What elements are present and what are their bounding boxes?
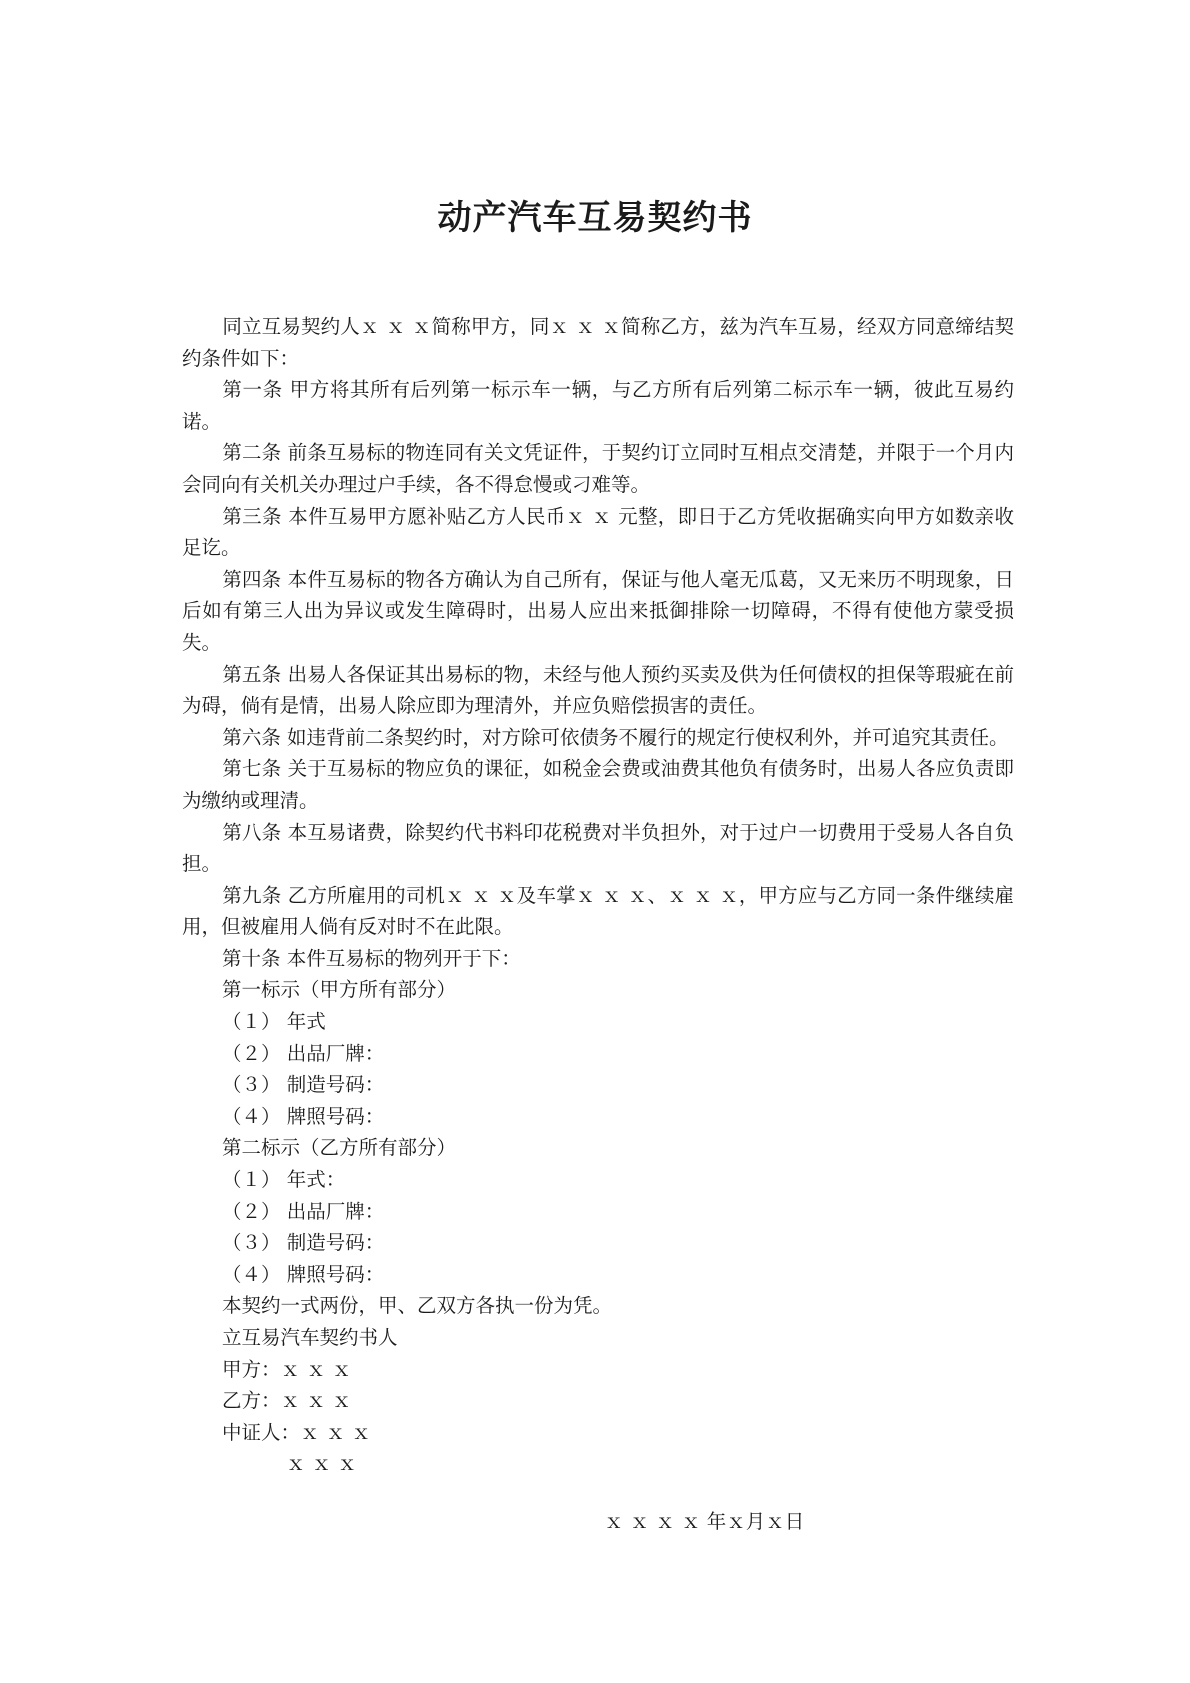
item-list-2-entry: （２） 出品厂牌： <box>222 1199 385 1223</box>
article-2: 第二条 前条互易标的物连同有关文凭证件，于契约订立同时互相点交清楚，并限于一个月内会同向有关机关办理过户手续，各不得怠慢或刁难等。 <box>182 441 1014 496</box>
article-10: 第十条 本件互易标的物列开于下： <box>222 946 521 970</box>
intro-paragraph: 同立互易契约人ｘ ｘ ｘ简称甲方，同ｘ ｘ ｘ简称乙方，兹为汽车互易，经双方同意缔结契约条件如下： <box>182 315 1014 370</box>
item-list-2-entry: （３） 制造号码： <box>222 1231 385 1255</box>
article-4: 第四条 本件互易标的物各方确认为自己所有，保证与他人毫无瓜葛，又无来历不明现象，日后如有第三人出为异议或发生障碍时，出易人应出来抵御排除一切障碍，不得有使他方蒙受损失。 <box>182 567 1014 654</box>
item-list-2-entry: （１） 年式： <box>222 1168 346 1192</box>
witness-signature: 中证人：ｘ ｘ ｘ <box>222 1420 371 1444</box>
witness-signature-second: ｘ ｘ ｘ <box>286 1452 357 1476</box>
item-list-2-heading: 第二标示（乙方所有部分） <box>222 1136 457 1160</box>
copies-clause: 本契约一式两份，甲、乙双方各执一份为凭。 <box>222 1294 613 1318</box>
document-body <box>182 311 1014 1480</box>
item-list-1-entry: （１） 年式 <box>222 1010 326 1034</box>
article-3: 第三条 本件互易甲方愿补贴乙方人民币ｘ ｘ 元整，即日于乙方凭收据确实向甲方如数亲收足讫。 <box>182 504 1014 560</box>
signatories-heading: 立互易汽车契约书人 <box>222 1326 398 1349</box>
party-a-signature: 甲方：ｘ ｘ ｘ <box>222 1357 352 1381</box>
article-6: 第六条 如违背前二条契约时，对方除可依债务不履行的规定行使权利外，并可追究其责任。 <box>222 725 1009 749</box>
article-7: 第七条 关于互易标的物应负的课征，如税金会费或油费其他负有债务时，出易人各应负责即为缴纳或理清。 <box>182 757 1014 812</box>
party-b-signature: 乙方：ｘ ｘ ｘ <box>222 1389 352 1413</box>
document-title: 动产汽车互易契约书 <box>437 198 753 238</box>
item-list-1-heading: 第一标示（甲方所有部分） <box>222 978 457 1002</box>
signing-date: ｘ ｘ ｘ ｘ 年ｘ月ｘ日 <box>604 1510 805 1533</box>
article-1: 第一条 甲方将其所有后列第一标示车一辆，与乙方所有后列第二标示车一辆，彼此互易约诺。 <box>182 378 1014 433</box>
article-5: 第五条 出易人各保证其出易标的物，未经与他人预约买卖及供为任何债权的担保等瑕疵在前为碍，倘有是情，出易人除应即为理清外，并应负赔偿损害的责任。 <box>182 662 1014 718</box>
item-list-2-entry: （４） 牌照号码： <box>222 1262 385 1286</box>
item-list-1-entry: （４） 牌照号码： <box>222 1104 385 1128</box>
item-list-1-entry: （３） 制造号码： <box>222 1073 385 1097</box>
article-9: 第九条 乙方所雇用的司机ｘ ｘ ｘ及车掌ｘ ｘ ｘ、ｘ ｘ ｘ，甲方应与乙方同一条件继续雇用，但被雇用人倘有反对时不在此限。 <box>182 883 1014 939</box>
item-list-1-entry: （２） 出品厂牌： <box>222 1041 385 1065</box>
article-8: 第八条 本互易诸费，除契约代书料印花税费对半负担外，对于过户一切费用于受易人各自负担。 <box>182 820 1014 876</box>
